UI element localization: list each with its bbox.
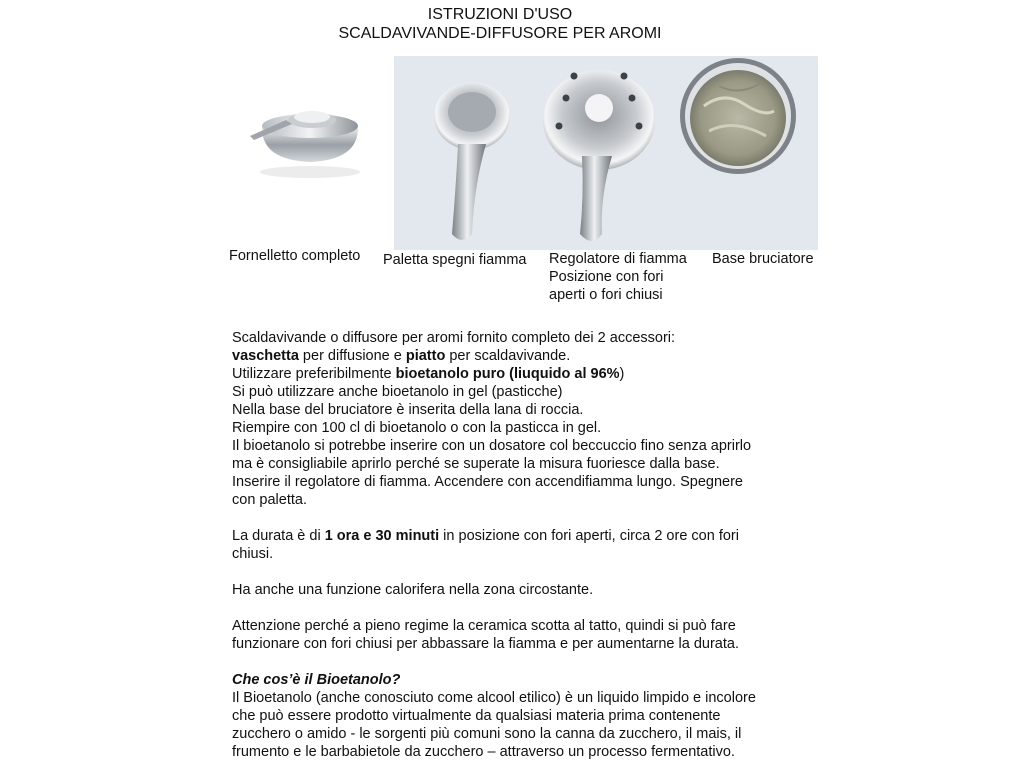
caption-burner-base: Base bruciatore xyxy=(712,251,814,267)
text-span: per diffusione e xyxy=(298,348,406,364)
bold-text: 1 ora e 30 minuti xyxy=(324,528,440,544)
bold-text: bioetanolo puro (liuquido al 96% xyxy=(395,366,620,382)
text-line: con paletta. xyxy=(232,492,307,508)
text-line: Inserire il regolatore di fiamma. Accendere con accendifiamma lungo. Spegnere xyxy=(232,474,743,490)
text-span: ) xyxy=(619,366,625,382)
text-line: ma è consigliabile aprirlo perché se superate la misura fuoriesce dalla base. xyxy=(232,456,720,472)
bioethanol-section xyxy=(232,671,832,761)
document-title: ISTRUZIONI D'USO xyxy=(427,6,573,23)
text-span: in posizione con fori aperti, circa 2 ore con fori xyxy=(439,528,739,544)
text-line: Riempire con 100 cl di bioetanolo o con la pasticca in gel. xyxy=(232,420,602,436)
text-line xyxy=(232,347,832,365)
caption-line: aperti o fori chiusi xyxy=(549,287,663,303)
text-line: funzionare con fori chiusi per abbassare la fiamma e per aumentarne la durata. xyxy=(232,636,739,652)
text-line: Nella base del bruciatore è inserita della lana di roccia. xyxy=(232,402,584,418)
text-line xyxy=(232,365,832,383)
heating-paragraph xyxy=(232,581,832,599)
caption-line: Regolatore di fiamma xyxy=(549,251,687,267)
text-span: Utilizzare preferibilmente xyxy=(232,366,396,382)
burner-base-photo xyxy=(680,58,796,174)
text-line: Si può utilizzare anche bioetanolo in gel (pasticche) xyxy=(232,384,563,400)
accessories-photo xyxy=(394,56,818,250)
text-line: zucchero o amido - le sorgenti più comuni sono la canna da zucchero, il mais, il xyxy=(232,726,742,742)
warning-paragraph xyxy=(232,617,832,653)
text-span: per scaldavivande. xyxy=(445,348,571,364)
text-line: Ha anche una funzione calorifera nella zona circostante. xyxy=(232,582,594,598)
caption-flame-regulator xyxy=(549,250,687,304)
complete-burner-photo xyxy=(240,80,380,190)
bold-text: piatto xyxy=(405,348,446,364)
section-heading: Che cos’è il Bioetanolo? xyxy=(232,672,401,688)
bold-text: vaschetta xyxy=(232,348,299,364)
text-line: Il bioetanolo si potrebbe inserire con un dosatore col beccuccio fino senza aprirlo xyxy=(232,438,752,454)
text-line: frumento e le barbabietole da zucchero – attraverso un processo fermentativo. xyxy=(232,744,735,760)
instructions-paragraph xyxy=(232,329,832,509)
text-line: che può essere prodotto virtualmente da qualsiasi materia prima contenente xyxy=(232,708,721,724)
text-line: Attenzione perché a pieno regime la ceramica scotta al tatto, quindi si può fare xyxy=(232,618,736,634)
duration-paragraph xyxy=(232,527,832,563)
caption-line: Posizione con fori xyxy=(549,269,664,285)
text-span: La durata è di xyxy=(232,528,325,544)
document-subtitle: SCALDAVIVANDE-DIFFUSORE PER AROMI xyxy=(338,25,662,42)
text-line: chiusi. xyxy=(232,546,274,562)
caption-extinguish-paddle: Paletta spegni fiamma xyxy=(383,252,527,268)
caption-complete-burner: Fornelletto completo xyxy=(229,248,361,264)
text-line xyxy=(232,527,832,545)
text-line: Scaldavivande o diffusore per aromi fornito completo dei 2 accessori: xyxy=(232,330,676,346)
text-line: Il Bioetanolo (anche conosciuto come alcool etilico) è un liquido limpido e incolore xyxy=(232,690,756,706)
